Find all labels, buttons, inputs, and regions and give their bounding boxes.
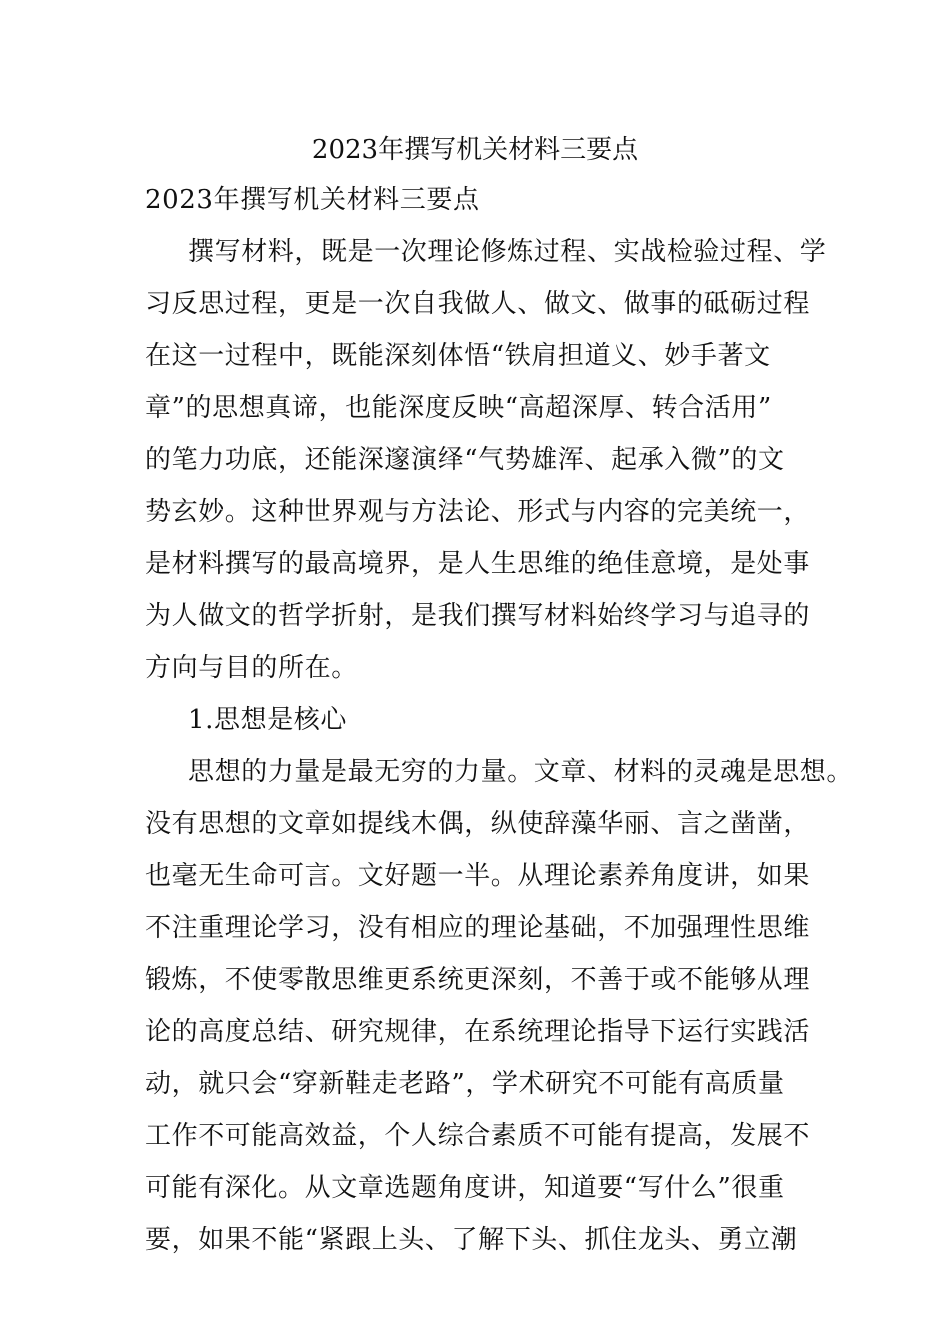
paragraph-line: 为人做文的哲学折射，是我们撰写材料始终学习与追寻的 bbox=[145, 601, 811, 631]
paragraph-line: 习反思过程，更是一次自我做人、做文、做事的砥砺过程 bbox=[145, 289, 811, 319]
paragraph-line: 动，就只会“穿新鞋走老路”，学术研究不可能有高质量 bbox=[145, 1069, 785, 1099]
paragraph-line: 要，如果不能“紧跟上头、了解下头、抓住龙头、勇立潮 bbox=[145, 1225, 798, 1255]
paragraph-line: 锻炼，不使零散思维更系统更深刻，不善于或不能够从理 bbox=[145, 965, 811, 995]
section-heading: 1.思想是核心 bbox=[188, 705, 348, 735]
paragraph-line: 章”的思想真谛，也能深度反映“高超深厚、转合活用” bbox=[145, 393, 772, 423]
paragraph-line: 的笔力功底，还能深邃演绎“气势雄浑、起承入微”的文 bbox=[145, 445, 785, 475]
paragraph-line: 思想的力量是最无穷的力量。文章、材料的灵魂是思想。 bbox=[188, 757, 854, 787]
paragraph-line: 没有思想的文章如提线木偶，纵使辞藻华丽、言之凿凿， bbox=[145, 809, 811, 839]
paragraph-line: 不注重理论学习，没有相应的理论基础，不加强理性思维 bbox=[145, 913, 811, 943]
paragraph-line: 方向与目的所在。 bbox=[145, 653, 358, 683]
document-subtitle: 2023年撰写机关材料三要点 bbox=[145, 185, 480, 215]
paragraph-line: 在这一过程中，既能深刻体悟“铁肩担道义、妙手著文 bbox=[145, 341, 771, 371]
paragraph-line: 撰写材料，既是一次理论修炼过程、实战检验过程、学 bbox=[188, 237, 827, 267]
paragraph-line: 也毫无生命可言。文好题一半。从理论素养角度讲，如果 bbox=[145, 861, 811, 891]
paragraph-line: 是材料撰写的最高境界，是人生思维的绝佳意境，是处事 bbox=[145, 549, 811, 579]
paragraph-line: 工作不可能高效益，个人综合素质不可能有提高，发展不 bbox=[145, 1121, 811, 1151]
paragraph-line: 势玄妙。这种世界观与方法论、形式与内容的完美统一， bbox=[145, 497, 811, 527]
document-title: 2023年撰写机关材料三要点 bbox=[311, 135, 639, 165]
paragraph-line: 论的高度总结、研究规律，在系统理论指导下运行实践活 bbox=[145, 1017, 811, 1047]
paragraph-line: 可能有深化。从文章选题角度讲，知道要“写什么”很重 bbox=[145, 1173, 785, 1203]
